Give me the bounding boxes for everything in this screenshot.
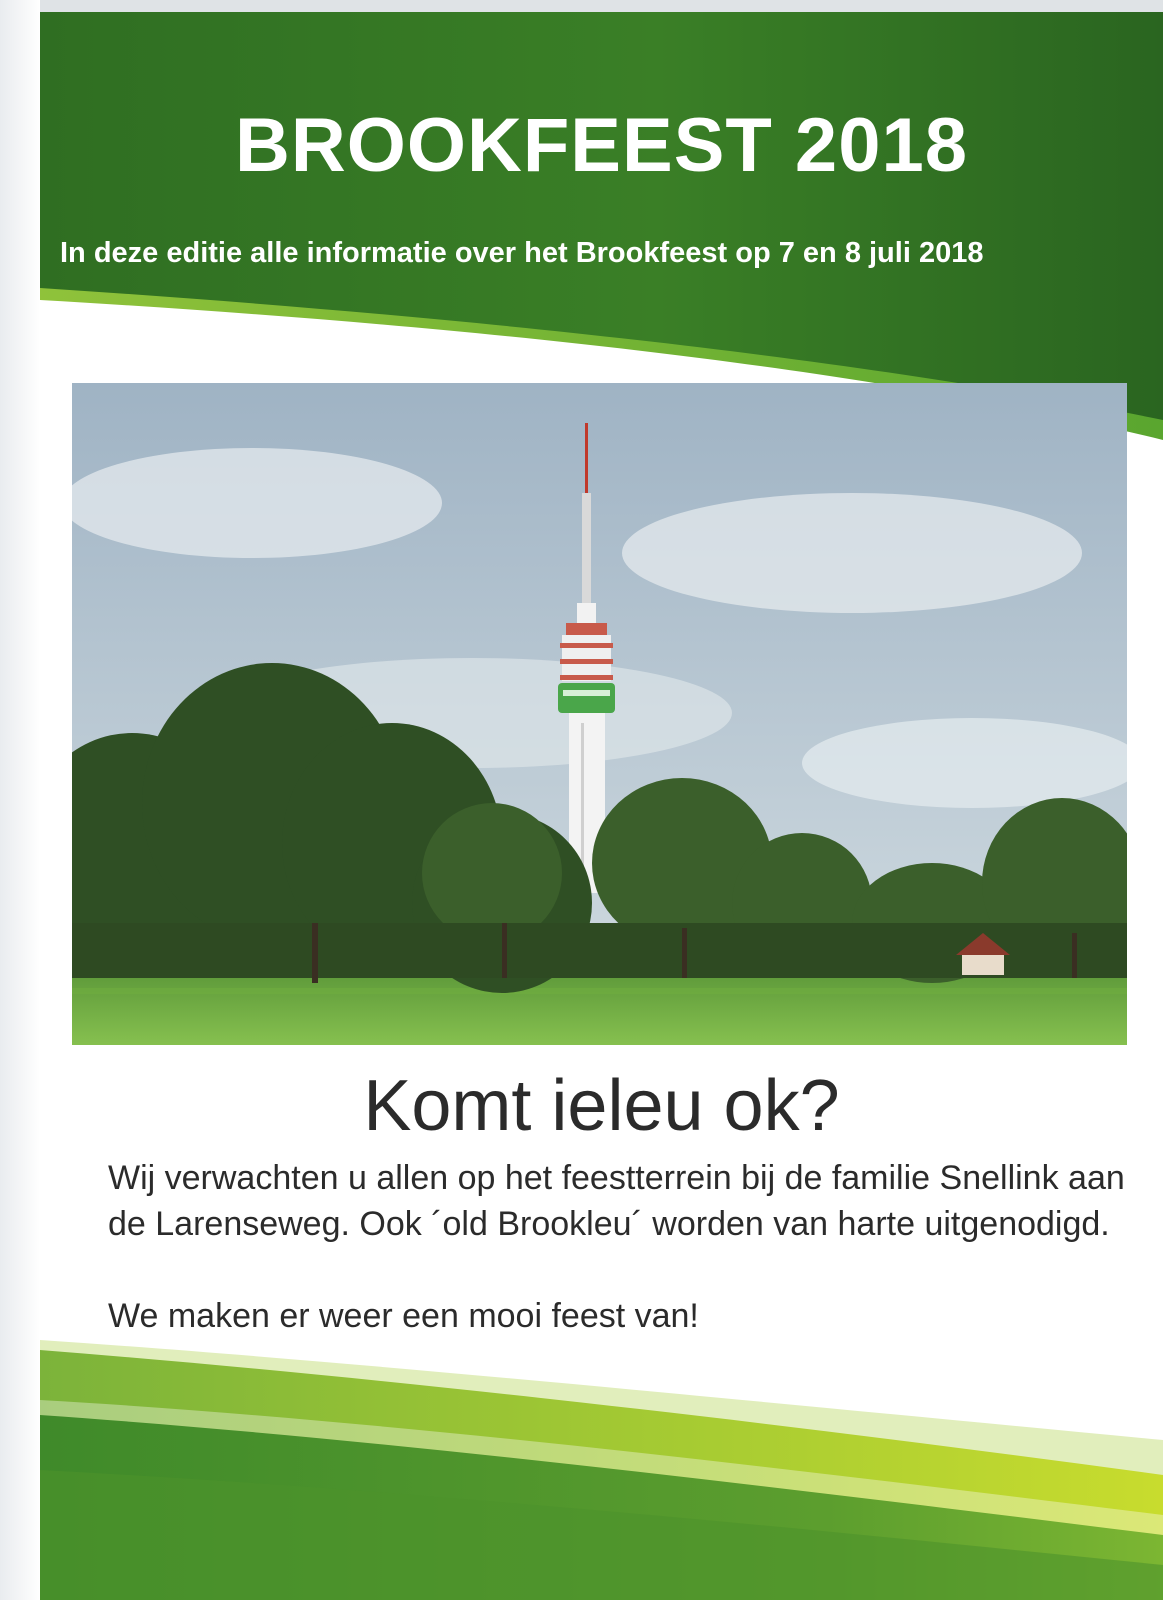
flyer-page xyxy=(40,0,1163,1600)
closing-paragraph: We maken er weer een mooi feest van! xyxy=(108,1297,699,1335)
footer-band xyxy=(40,1340,1163,1600)
body-text xyxy=(108,1155,1138,1339)
headline: Komt ieleu ok? xyxy=(363,1066,840,1146)
page-left-edge xyxy=(0,0,40,1600)
flyer-subtitle: In deze editie alle informatie over het Brookfeest op 7 en 8 juli 2018 xyxy=(60,237,984,269)
landscape-photo xyxy=(72,383,1127,1045)
flyer-title: BROOKFEEST 2018 xyxy=(235,103,968,188)
invitation-paragraph: Wij verwachten u allen op het feestterrein bij de familie Snellink aan de Larenseweg. Ook ´old Brookleu´ worden van harte uitgenodigd. xyxy=(108,1159,1125,1243)
tower-illustration xyxy=(72,383,1127,1045)
